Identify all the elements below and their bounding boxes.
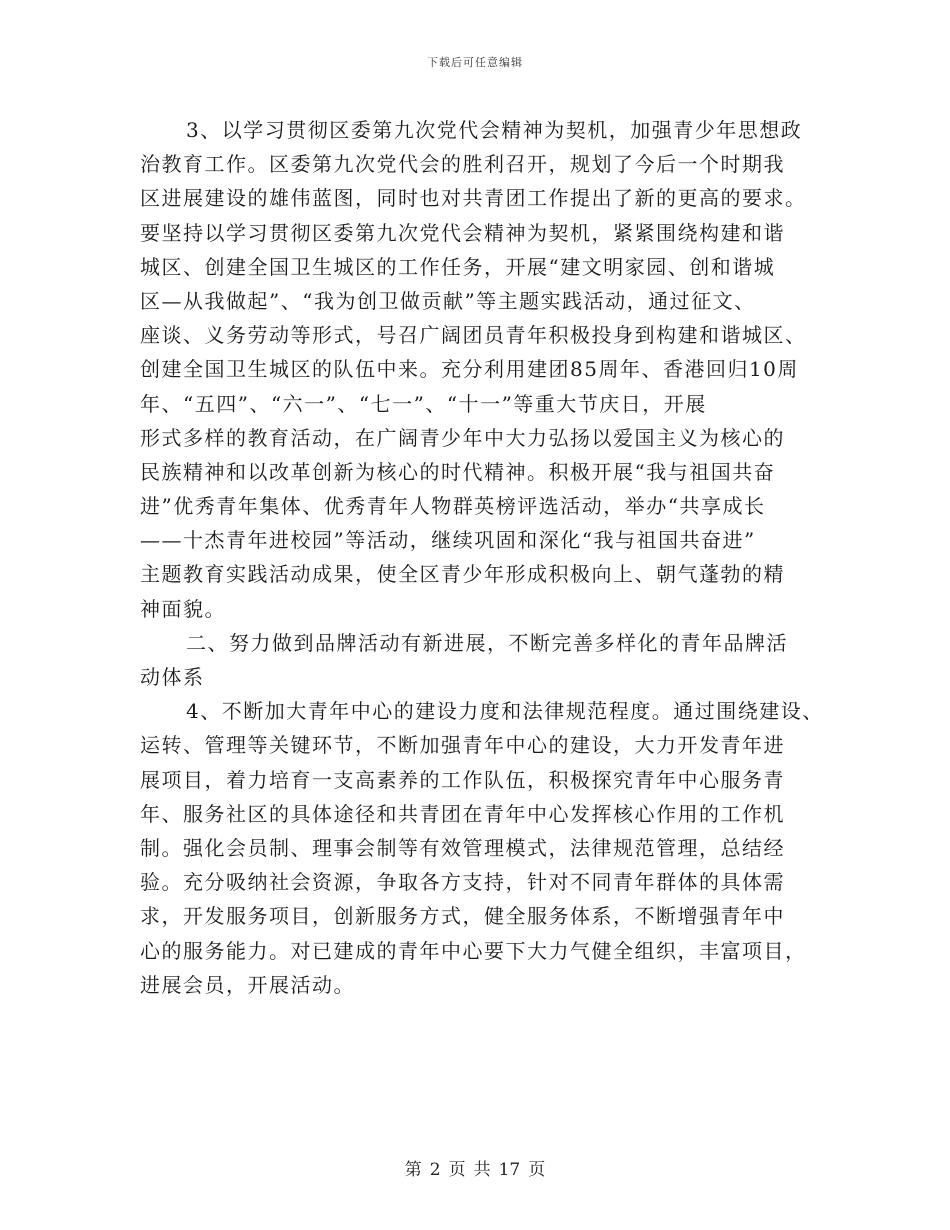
text-line: 创建全国卫生城区的队伍中来。充分利用建团85周年、香港回归10周 bbox=[140, 357, 799, 382]
text-line: 3、以学习贯彻区委第九次党代会精神为契机，加强青少年思想政 bbox=[186, 118, 803, 142]
text-line: 要坚持以学习贯彻区委第九次党代会精神为契机，紧紧围绕构建和谐 bbox=[140, 220, 785, 245]
text-line: 民族精神和以改革创新为核心的时代精神。积极开展“我与祖国共奋 bbox=[140, 459, 776, 484]
text-line: 求，开发服务项目，创新服务方式，健全服务体系，不断增强青年中 bbox=[140, 904, 785, 929]
text-line: 进”优秀青年集体、优秀青年人物群英榜评选活动，举办“共享成长 bbox=[140, 494, 766, 519]
text-line: 动体系 bbox=[140, 665, 205, 689]
text-line: 心的服务能力。对已建成的青年中心要下大力气健全组织，丰富项目， bbox=[140, 938, 807, 963]
text-line: 年、服务社区的具体途径和共青团在青年中心发挥核心作用的工作机 bbox=[140, 801, 785, 826]
footer-suffix: 页 bbox=[528, 1160, 546, 1180]
text-line: 区进展建设的雄伟蓝图，同时也对共青团工作提出了新的更高的要求。 bbox=[140, 186, 807, 211]
text-line: 验。充分吸纳社会资源，争取各方支持，针对不同青年群体的具体需 bbox=[140, 870, 785, 895]
footer-total-label: 共 bbox=[473, 1160, 491, 1180]
text-line: 形式多样的教育活动，在广阔青少年中大力弘扬以爱国主义为核心的 bbox=[140, 425, 785, 450]
footer-prefix: 第 bbox=[404, 1160, 422, 1180]
footer-total-pages: 17 bbox=[498, 1160, 521, 1180]
text-line: ——十杰青年进校园”等活动，继续巩固和深化“我与祖国共奋进” bbox=[140, 528, 756, 553]
text-line: 制。强化会员制、理事会制等有效管理模式，法律规范管理，总结经 bbox=[140, 835, 785, 860]
text-line: 座谈、义务劳动等形式，号召广阔团员青年积极投身到构建和谐城区、 bbox=[140, 323, 807, 348]
text-line: 展项目，着力培育一支高素养的工作队伍，积极探究青年中心服务青 bbox=[140, 767, 785, 792]
page-footer bbox=[0, 1155, 950, 1180]
document-body bbox=[140, 113, 830, 1002]
text-line: 进展会员，开展活动。 bbox=[140, 972, 355, 997]
text-line: 年、“五四”、“六一”、“七一”、“十一”等重大节庆日，开展 bbox=[140, 391, 707, 416]
text-line: 二、努力做到品牌活动有新进展，不断完善多样化的青年品牌活 bbox=[186, 630, 788, 655]
text-line: 区—从我做起”、“我为创卫做贡献”等主题实践活动，通过征文、 bbox=[140, 288, 756, 313]
footer-page-number: 2 bbox=[429, 1160, 441, 1180]
text-line: 主题教育实践活动成果，使全区青少年形成积极向上、朝气蓬勃的精 bbox=[140, 562, 785, 587]
page-header: 下载后可任意编辑 bbox=[427, 56, 523, 69]
text-line: 治教育工作。区委第九次党代会的胜利召开，规划了今后一个时期我 bbox=[140, 152, 785, 177]
text-line: 城区、创建全国卫生城区的工作任务，开展“建文明家园、创和谐城 bbox=[140, 254, 776, 279]
footer-page-label: 页 bbox=[448, 1160, 466, 1180]
text-line: 运转、管理等关键环节，不断加强青年中心的建设，大力开发青年进 bbox=[140, 733, 785, 758]
text-line: 4、不断加大青年中心的建设力度和法律规范程度。通过围绕建设、 bbox=[186, 699, 824, 724]
text-line: 神面貌。 bbox=[140, 596, 226, 621]
